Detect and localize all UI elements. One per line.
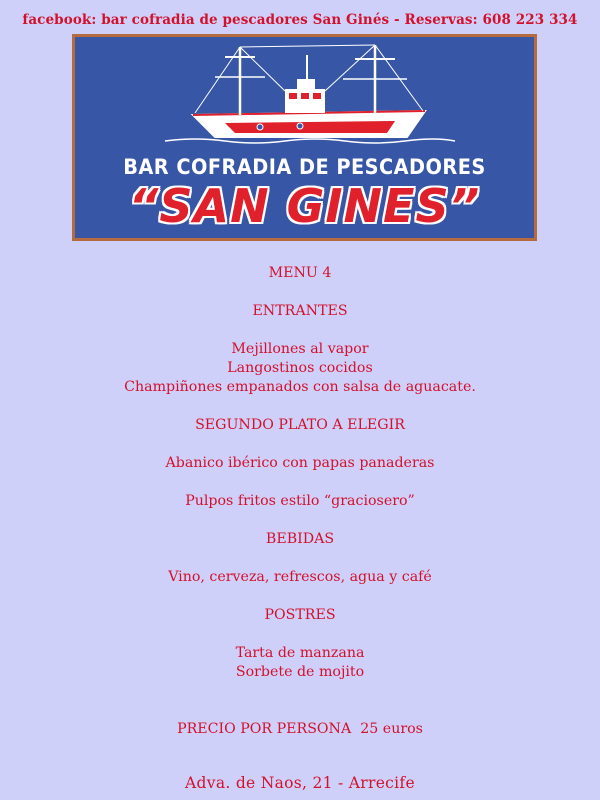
banner-restaurant-name: “SAN GINES” — [128, 179, 481, 233]
menu-item: Vino, cerveza, refrescos, agua y café — [168, 569, 432, 585]
menu-item: Pulpos fritos estilo “graciosero” — [185, 493, 415, 509]
contact-line: facebook: bar cofradia de pescadores San Ginés - Reservas: 608 223 334 — [22, 12, 578, 28]
menu-item: Langostinos cocidos — [227, 360, 373, 376]
price-line: PRECIO POR PERSONA 25 euros — [177, 721, 423, 737]
menu-item: Mejillones al vapor — [231, 341, 369, 357]
address-line: Adva. de Naos, 21 - Arrecife — [185, 774, 415, 792]
menu-item: Abanico ibérico con papas panaderas — [165, 455, 435, 471]
menu-title: MENU 4 — [268, 265, 332, 281]
postres-heading: POSTRES — [264, 607, 336, 623]
menu-item: Champiñones empanados con salsa de aguacate. — [124, 379, 476, 395]
entrantes-heading: ENTRANTES — [252, 303, 348, 319]
banner-subtitle: BAR COFRADIA DE PESCADORES — [123, 155, 486, 179]
restaurant-banner — [72, 34, 537, 241]
menu-item: Sorbete de mojito — [235, 664, 365, 680]
menu-item: Tarta de manzana — [235, 645, 365, 661]
segundo-heading: SEGUNDO PLATO A ELEGIR — [195, 417, 405, 433]
bebidas-heading: BEBIDAS — [265, 531, 335, 547]
menu-section — [0, 264, 600, 739]
